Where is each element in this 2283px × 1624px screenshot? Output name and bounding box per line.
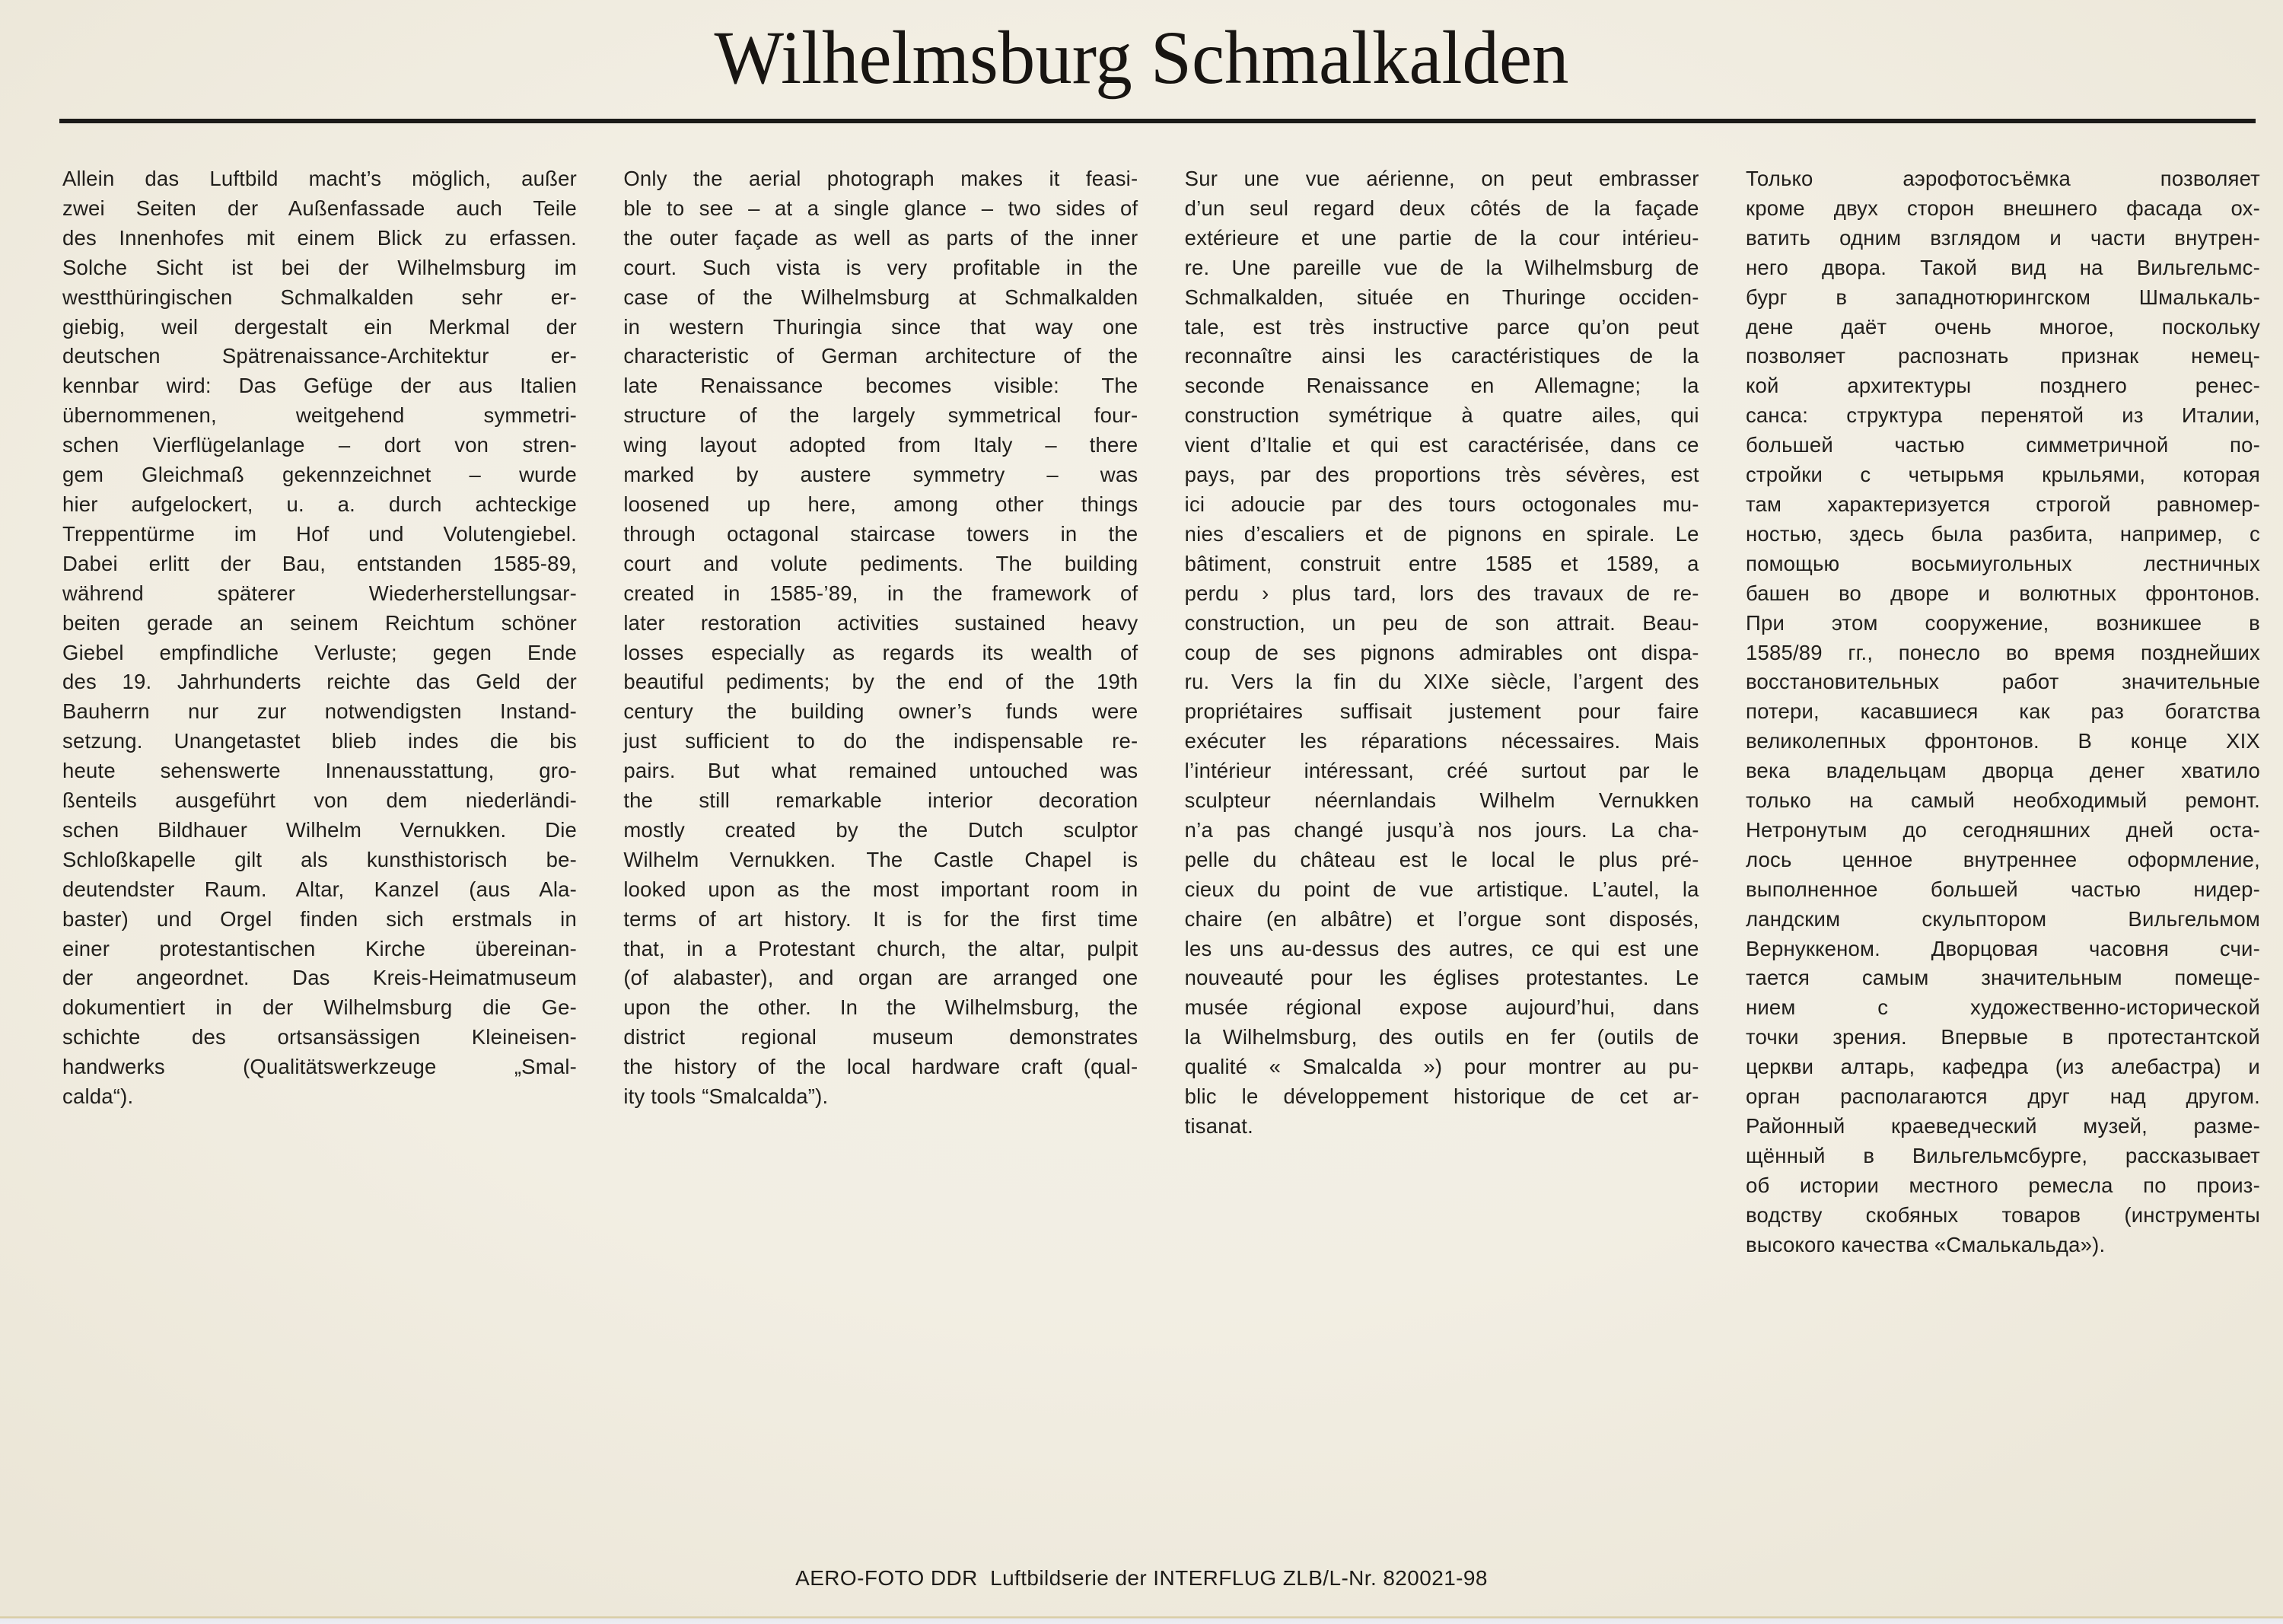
text-line: Районный краеведческий музей, разме-	[1745, 1114, 2260, 1138]
text-line: водству скобяных товаров (инструменты	[1745, 1202, 2260, 1227]
text-line: beautiful pediments; by the end of the 19th	[623, 670, 1138, 694]
text-line: (of alabaster), and organ are arranged one	[623, 966, 1138, 990]
text-line: nouveauté pour les églises protestantes. Le	[1184, 966, 1699, 990]
text-line: стройки с четырьмя крыльями, которая	[1745, 463, 2260, 487]
text-line: ity tools “Smalcalda”).	[623, 1084, 829, 1109]
text-line: structure of the largely symmetrical four-	[623, 403, 1138, 428]
text-line: ностью, здесь была разбита, например, с	[1745, 521, 2260, 546]
text-line: deutendster Raum. Altar, Kanzel (aus Ala-	[62, 877, 577, 901]
text-line: великолепных фронтонов. В конце XIX	[1745, 729, 2260, 753]
text-line: bâtiment, construit entre 1585 et 1589, a	[1184, 551, 1699, 575]
text-line: through octagonal staircase towers in the	[623, 521, 1138, 546]
text-line: Schmalkalden, située en Thuringe occiden-	[1184, 285, 1699, 309]
imprint-line: AERO-FOTO DDR Luftbildserie der INTERFLUG ZLB/L-Nr. 820021-98	[795, 1566, 1488, 1590]
text-line: beiten gerade an seinem Reichtum schöner	[62, 610, 577, 635]
text-line: кой архитектуры позднего ренес-	[1745, 374, 2260, 398]
text-line: выполненное большей частью нидер-	[1745, 877, 2260, 901]
text-line: in western Thuringia since that way one	[623, 314, 1138, 339]
text-line: district regional museum demonstrates	[623, 1025, 1138, 1049]
text-line: court and volute pediments. The building	[623, 551, 1138, 575]
text-line: propriétaires suffisait justement pour faire	[1184, 699, 1699, 724]
text-line: während späterer Wiederherstellungsar-	[62, 581, 577, 605]
text-line: construction symétrique à quatre ailes, qui	[1184, 403, 1699, 428]
text-line: exécuter les réparations nécessaires. Mais	[1184, 729, 1699, 753]
text-line: that, in a Protestant church, the altar, pulpit	[623, 936, 1138, 960]
text-line: бург в западнотюрингском Шмалькаль-	[1745, 285, 2260, 309]
text-line: Giebel empfindliche Verluste; gegen Ende	[62, 640, 577, 664]
text-line: heute sehenswerte Innenausstattung, gro-	[62, 759, 577, 783]
text-line: ici adoucie par des tours octogonales mu-	[1184, 492, 1699, 516]
text-line: handwerks (Qualitätswerkzeuge „Smal-	[62, 1055, 577, 1079]
text-line: позволяет распознать признак немец-	[1745, 344, 2260, 368]
text-line: loosened up here, among other things	[623, 492, 1138, 516]
text-line: tisanat.	[1184, 1114, 1253, 1138]
text-line: орган располагаются друг над другом.	[1745, 1084, 2260, 1109]
text-line: les uns au-dessus des autres, ce qui est une	[1184, 936, 1699, 960]
text-line: vient d’Italie et qui est caractérisée, dans ce	[1184, 433, 1699, 457]
text-line: upon the other. In the Wilhelmsburg, the	[623, 995, 1138, 1020]
text-line: the history of the local hardware craft (qual-	[623, 1055, 1138, 1079]
text-line: zwei Seiten der Außenfassade auch Teile	[62, 196, 577, 220]
text-line: mostly created by the Dutch sculptor	[623, 817, 1138, 842]
text-line: created in 1585-’89, in the framework of	[623, 581, 1138, 605]
text-line: losses especially as regards its wealth of	[623, 640, 1138, 664]
column-french	[1185, 164, 1699, 1260]
text-line: века владельцам дворца денег хватило	[1745, 759, 2260, 783]
text-line: schen Bildhauer Wilhelm Vernukken. Die	[62, 817, 577, 842]
text-line: pelle du château est le local le plus pré-	[1184, 847, 1699, 871]
text-line: церкви алтарь, кафедра (из алебастра) и	[1745, 1055, 2260, 1079]
text-line: perdu › plus tard, lors des travaux de re-	[1184, 581, 1699, 605]
text-line: des Innenhofes mit einem Blick zu erfassen.	[62, 225, 577, 250]
text-line: ru. Vers la fin du XIXe siècle, l’argent des	[1184, 670, 1699, 694]
text-line: нием с художественно-исторической	[1745, 995, 2260, 1020]
text-line: об истории местного ремесла по произ-	[1745, 1173, 2260, 1197]
text-line: looked upon as the most important room in	[623, 877, 1138, 901]
text-line: pays, par des proportions très sévères, est	[1184, 463, 1699, 487]
text-line: Только аэрофотосъёмка позволяет	[1745, 167, 2260, 190]
text-line: case of the Wilhelmsburg at Schmalkalden	[623, 285, 1138, 309]
text-line: extérieure et une partie de la cour intérieu-	[1184, 225, 1699, 250]
text-line: der angeordnet. Das Kreis-Heimatmuseum	[62, 966, 577, 990]
text-line: coup de ses pignons admirables ont dispa-	[1184, 640, 1699, 664]
text-line: d’un seul regard deux côtés de la façade	[1184, 196, 1699, 220]
text-line: Allein das Luftbild macht’s möglich, außer	[62, 167, 577, 190]
text-line: century the building owner’s funds were	[623, 699, 1138, 724]
text-line: gem Gleichmaß gekennzeichnet – wurde	[62, 463, 577, 487]
text-line: башен во дворе и волютных фронтонов.	[1745, 581, 2260, 605]
text-line: Solche Sicht ist bei der Wilhelmsburg im	[62, 255, 577, 279]
text-line: потери, касавшиеся как раз богатства	[1745, 699, 2260, 724]
text-line: При этом сооружение, возникшее в	[1745, 610, 2260, 635]
text-line: кроме двух сторон внешнего фасада ох-	[1745, 196, 2260, 220]
text-line: высокого качества «Смалькальда»).	[1745, 1232, 2106, 1256]
column-english	[623, 164, 1138, 1260]
text-line: ватить одним взглядом и части внутрен-	[1745, 225, 2260, 250]
text-line: щённый в Вильгельмсбурге, рассказывает	[1745, 1143, 2260, 1167]
text-line: ble to see – at a single glance – two sides of	[623, 196, 1138, 220]
text-line: cieux du point de vue artistique. L’autel, la	[1184, 877, 1699, 901]
text-line: reconnaître ainsi les caractéristiques de la	[1184, 344, 1699, 368]
scan-edge	[0, 1616, 2283, 1624]
column-german	[62, 164, 577, 1260]
text-line: re. Une pareille vue de la Wilhelmsburg de	[1184, 255, 1699, 279]
text-line: construction, un peu de son attrait. Beau-	[1184, 610, 1699, 635]
text-line: n’a pas changé jusqu’à nos jours. La cha-	[1184, 817, 1699, 842]
text-line: sculpteur néernlandais Wilhelm Vernukken	[1184, 788, 1699, 813]
text-columns	[62, 164, 2260, 1260]
text-line: восстановительных работ значительные	[1745, 670, 2260, 694]
text-line: nies d’escaliers et de pignons en spirale. Le	[1184, 521, 1699, 546]
text-line: kennbar wird: Das Gefüge der aus Italien	[62, 374, 577, 398]
text-line: Вернуккеном. Дворцовая часовня счи-	[1745, 936, 2260, 960]
text-line: точки зрения. Впервые в протестантской	[1745, 1025, 2260, 1049]
text-line: Нетронутым до сегодняшних дней оста-	[1745, 817, 2260, 842]
text-line: pairs. But what remained untouched was	[623, 759, 1138, 783]
text-line: musée régional expose aujourd’hui, dans	[1184, 995, 1699, 1020]
text-line: blic le développement historique de cet ar-	[1184, 1084, 1699, 1109]
text-line: schen Vierflügelanlage – dort von stren-	[62, 433, 577, 457]
text-line: übernommenen, weitgehend symmetri-	[62, 403, 577, 428]
text-line: 1585/89 гг., понесло во время позднейших	[1745, 640, 2260, 664]
text-line: только на самый необходимый ремонт.	[1745, 788, 2260, 813]
text-line: terms of art history. It is for the first time	[623, 906, 1138, 931]
text-line: chaire (en albâtre) et l’orgue sont disposés,	[1184, 906, 1699, 931]
text-line: там характеризуется строгой равномер-	[1745, 492, 2260, 516]
text-line: wing layout adopted from Italy – there	[623, 433, 1138, 457]
text-line: court. Such vista is very profitable in the	[623, 255, 1138, 279]
text-line: санса: структура перенятой из Италии,	[1745, 403, 2260, 428]
text-line: just sufficient to do the indispensable re-	[623, 729, 1138, 753]
text-line: calda“).	[62, 1084, 134, 1109]
text-line: большей частью симметричной по-	[1745, 433, 2260, 457]
text-line: baster) und Orgel finden sich erstmals in	[62, 906, 577, 931]
text-line: Only the aerial photograph makes it feasi-	[623, 167, 1138, 190]
text-line: schichte des ortsansässigen Kleineisen-	[62, 1025, 577, 1049]
text-line: дене даёт очень многое, поскольку	[1745, 314, 2260, 339]
text-line: l’intérieur intéressant, créé surtout par le	[1184, 759, 1699, 783]
text-line: dokumentiert in der Wilhelmsburg die Ge-	[62, 995, 577, 1020]
text-line: лось ценное внутреннее оформление,	[1745, 847, 2260, 871]
text-line: ландским скульптором Вильгельмом	[1745, 906, 2260, 931]
text-line: setzung. Unangetastet blieb indes die bis	[62, 729, 577, 753]
text-line: later restoration activities sustained heavy	[623, 610, 1138, 635]
text-line: the still remarkable interior decoration	[623, 788, 1138, 813]
text-line: deutschen Spätrenaissance-Architektur er-	[62, 344, 577, 368]
text-line: Sur une vue aérienne, on peut embrasser	[1184, 167, 1699, 190]
text-line: einer protestantischen Kirche übereinan-	[62, 936, 577, 960]
text-line: ßenteils ausgeführt von dem niederländi-	[62, 788, 577, 813]
text-line: Schloßkapelle gilt als kunsthistorisch be-	[62, 847, 577, 871]
text-line: giebig, weil dergestalt ein Merkmal der	[62, 314, 577, 339]
text-line: Wilhelm Vernukken. The Castle Chapel is	[623, 847, 1138, 871]
text-line: Bauherrn nur zur notwendigsten Instand-	[62, 699, 577, 724]
column-russian	[1746, 164, 2260, 1260]
title-divider	[59, 119, 2256, 123]
text-line: marked by austere symmetry – was	[623, 463, 1138, 487]
text-line: tale, est très instructive parce qu’on peut	[1184, 314, 1699, 339]
text-line: la Wilhelmsburg, des outils en fer (outils de	[1184, 1025, 1699, 1049]
text-line: qualité « Smalcalda ») pour montrer au pu-	[1184, 1055, 1699, 1079]
text-line: тается самым значительным помеще-	[1745, 966, 2260, 990]
text-line: hier aufgelockert, u. a. durch achteckige	[62, 492, 577, 516]
text-line: него двора. Такой вид на Вильгельмс-	[1745, 255, 2260, 279]
text-line: late Renaissance becomes visible: The	[623, 374, 1138, 398]
text-line: westthüringischen Schmalkalden sehr er-	[62, 285, 577, 309]
text-line: the outer façade as well as parts of the inner	[623, 225, 1138, 250]
text-line: Treppentürme im Hof und Volutengiebel.	[62, 521, 577, 546]
text-line: characteristic of German architecture of the	[623, 344, 1138, 368]
text-line: Dabei erlitt der Bau, entstanden 1585-89,	[62, 551, 577, 575]
text-line: des 19. Jahrhunderts reichte das Geld der	[62, 670, 577, 694]
text-line: помощью восьмиугольных лестничных	[1745, 551, 2260, 575]
page-title: Wilhelmsburg Schmalkalden	[714, 15, 1569, 100]
text-line: seconde Renaissance en Allemagne; la	[1184, 374, 1699, 398]
